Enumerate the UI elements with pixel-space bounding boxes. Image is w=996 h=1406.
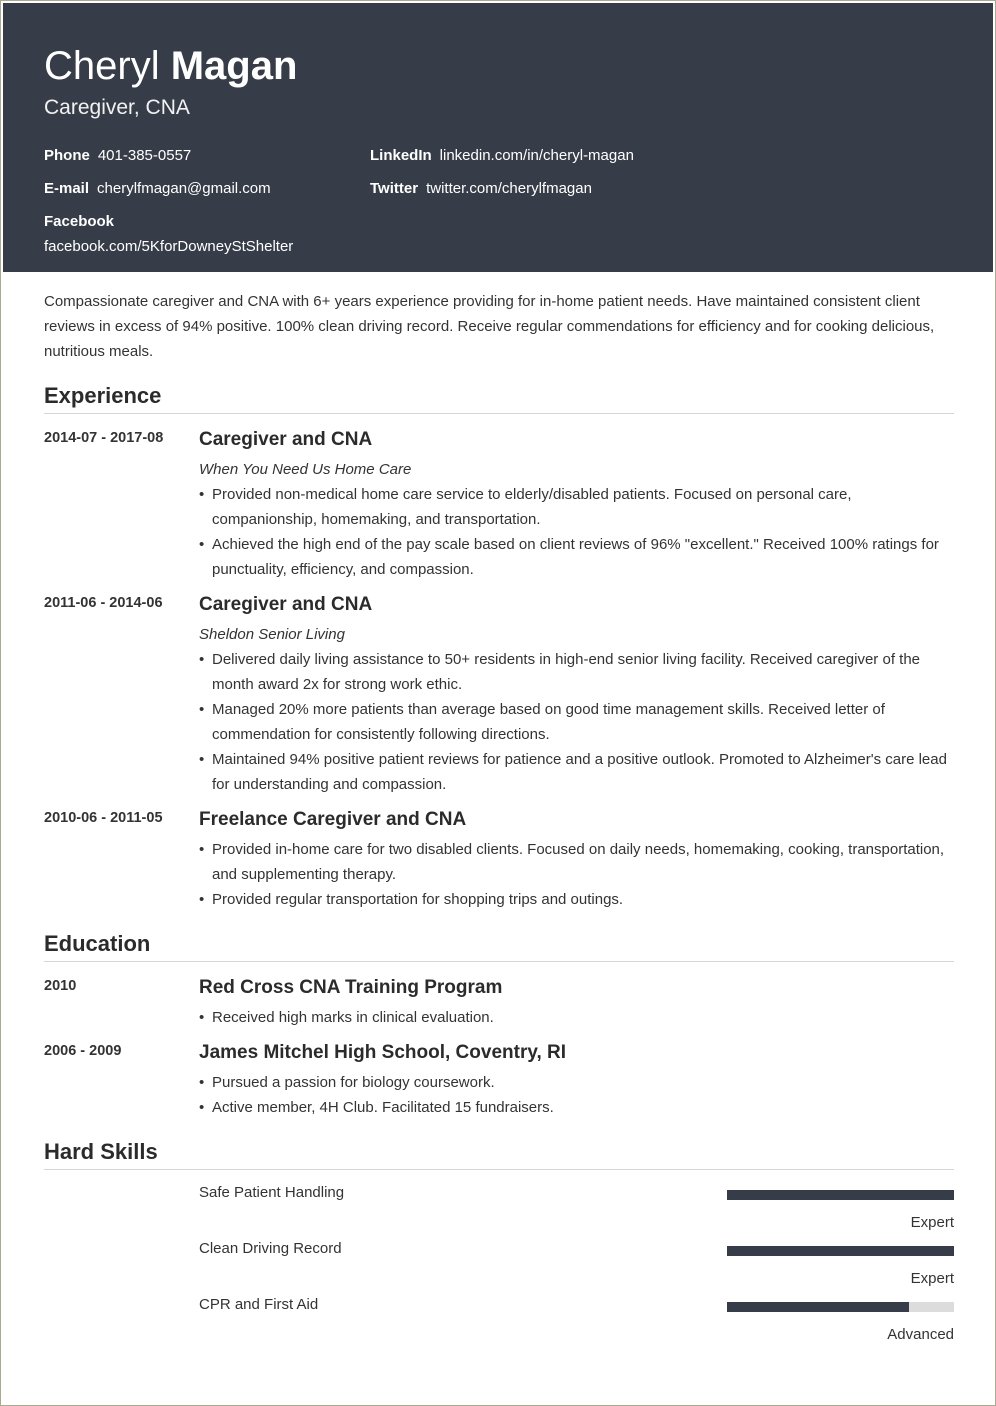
summary-text: Compassionate caregiver and CNA with 6+ years experience providing for in-home patient needs. Have maintained consistent client reviews in excess of 94% positive. 100% clean driving record. Receive regular commendations for efficiency and for cooking delicious, nutritious meals. [44, 293, 935, 360]
skill-bar-fill [727, 1302, 909, 1312]
entry-bullets [199, 1005, 954, 1030]
contact-facebook-value[interactable]: facebook.com/5KforDowneyStShelter [44, 238, 294, 255]
entry-role: Caregiver and CNA [199, 594, 373, 615]
skill-item-1 [199, 1183, 954, 1233]
skill-level: Expert [910, 1214, 954, 1231]
entry-bullets [199, 647, 954, 797]
section-title-experience: Experience [44, 382, 954, 414]
entry-bullets [199, 482, 954, 582]
skill-level: Expert [910, 1270, 954, 1287]
entry-date: 2011-06 - 2014-06 [44, 595, 163, 611]
skill-item-3 [199, 1295, 954, 1345]
entry-bullets [199, 837, 954, 912]
skill-bar [727, 1246, 954, 1256]
contact-linkedin-label: LinkedIn [370, 147, 432, 164]
list-item: • Active member, 4H Club. Facilitated 15 fundraisers. [199, 1095, 954, 1120]
contact-phone [44, 146, 191, 166]
contact-facebook-label: Facebook [44, 213, 115, 230]
experience-entry-3 [44, 808, 954, 912]
skill-bar-fill [727, 1190, 954, 1200]
list-item: • Received high marks in clinical evaluation. [199, 1005, 954, 1030]
entry-org: Sheldon Senior Living [199, 626, 345, 643]
skill-level: Advanced [887, 1326, 954, 1343]
skill-name: Clean Driving Record [199, 1240, 342, 1257]
entry-org: When You Need Us Home Care [199, 461, 412, 478]
list-item: • Maintained 94% positive patient reviews for patience and a positive outlook. Promoted to Alzheimer's care lead for understanding and compassion. [199, 747, 954, 797]
list-item: • Provided regular transportation for shopping trips and outings. [199, 887, 954, 912]
list-item: • Provided in-home care for two disabled clients. Focused on daily needs, homemaking, cooking, transportation, and supplementing therapy. [199, 837, 954, 887]
contact-phone-value: 401-385-0557 [97, 147, 192, 164]
contact-twitter-value[interactable]: twitter.com/cherylfmagan [426, 180, 592, 197]
entry-date: 2010 [44, 978, 77, 994]
entry-date: 2014-07 - 2017-08 [44, 430, 164, 446]
entry-role: Freelance Caregiver and CNA [199, 809, 467, 830]
contact-email-label: E-mail [44, 180, 90, 197]
last-name: Magan [170, 44, 298, 88]
skill-name: Safe Patient Handling [199, 1184, 345, 1201]
skill-item-2 [199, 1239, 954, 1289]
section-title-education: Education [44, 930, 954, 962]
entry-date: 2006 - 2009 [44, 1043, 122, 1059]
skill-bar [727, 1302, 954, 1312]
contact-email [44, 179, 271, 199]
contact-email-value[interactable]: cherylfmagan@gmail.com [97, 180, 271, 197]
skill-name: CPR and First Aid [199, 1296, 319, 1313]
experience-entry-1 [44, 428, 954, 582]
list-item: • Pursued a passion for biology coursework. [199, 1070, 954, 1095]
entry-role: James Mitchel High School, Coventry, RI [199, 1042, 567, 1063]
list-item: • Delivered daily living assistance to 50+ residents in high-end senior living facility. Received caregiver of the month award 2x for strong work ethic. [199, 647, 954, 697]
contact-twitter [370, 179, 592, 199]
candidate-name [44, 42, 297, 90]
skill-bar-fill [727, 1246, 954, 1256]
experience-entry-2 [44, 593, 954, 797]
skill-bar [727, 1190, 954, 1200]
education-entry-2 [44, 1041, 954, 1120]
contact-linkedin-value[interactable]: linkedin.com/in/cheryl-magan [439, 147, 634, 164]
list-item: • Managed 20% more patients than average based on good time management skills. Received letter of commendation for consistently following directions. [199, 697, 954, 747]
entry-role: Red Cross CNA Training Program [199, 977, 503, 998]
section-title-hard-skills: Hard Skills [44, 1138, 954, 1170]
list-item: • Provided non-medical home care service to elderly/disabled patients. Focused on personal care, companionship, homemaking, and transportation. [199, 482, 954, 532]
first-name: Cheryl [44, 44, 160, 88]
list-item: • Achieved the high end of the pay scale based on client reviews of 96% "excellent." Received 100% ratings for punctuality, efficiency, and compassion. [199, 532, 954, 582]
contact-facebook [44, 212, 293, 257]
entry-date: 2010-06 - 2011-05 [44, 810, 163, 826]
entry-role: Caregiver and CNA [199, 429, 373, 450]
education-entry-1 [44, 976, 954, 1030]
resume-header [3, 3, 993, 272]
job-title: Caregiver, CNA [44, 96, 190, 119]
contact-phone-label: Phone [44, 147, 90, 164]
contact-linkedin [370, 146, 634, 166]
entry-bullets [199, 1070, 954, 1120]
contact-twitter-label: Twitter [370, 180, 419, 197]
